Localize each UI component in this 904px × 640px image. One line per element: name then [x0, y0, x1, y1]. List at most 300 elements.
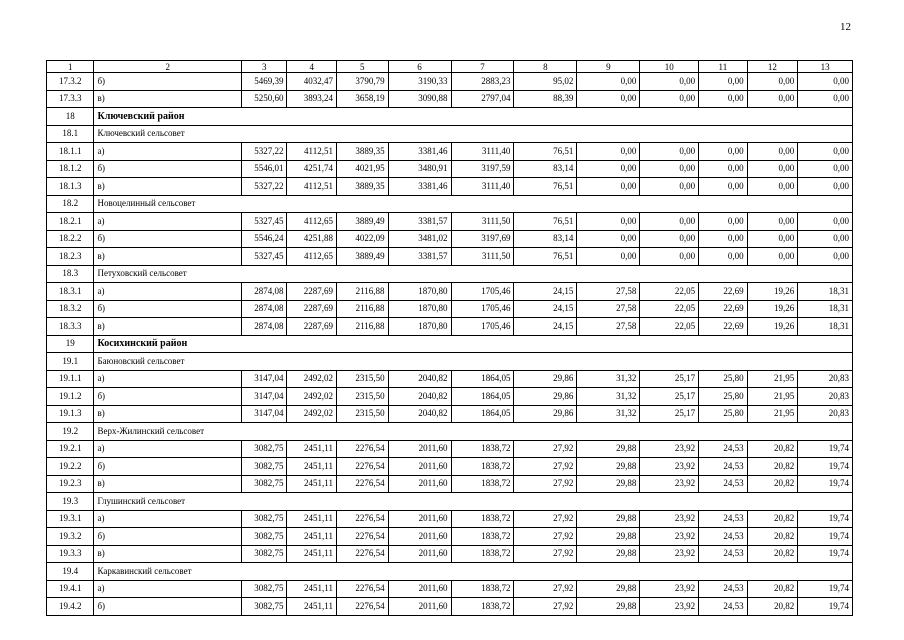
row-id: 19.4: [47, 563, 94, 581]
value-cell: 3111,50: [451, 248, 514, 266]
row-label: а): [94, 213, 242, 231]
table-row: [47, 248, 853, 266]
value-cell: 27,92: [514, 510, 577, 528]
value-cell: 19,74: [798, 475, 853, 493]
value-cell: 2874,08: [242, 318, 287, 336]
value-cell: 4112,65: [287, 248, 337, 266]
value-cell: 0,00: [747, 178, 798, 196]
value-cell: 0,00: [798, 90, 853, 108]
table-row: [47, 510, 853, 528]
value-cell: 2276,54: [336, 458, 388, 476]
table-row: [47, 160, 853, 178]
value-cell: 19,74: [798, 458, 853, 476]
value-cell: 76,51: [514, 178, 577, 196]
row-label: в): [94, 90, 242, 108]
value-cell: 20,82: [747, 598, 798, 616]
value-cell: 2276,54: [336, 545, 388, 563]
value-cell: 22,69: [699, 318, 748, 336]
row-label: б): [94, 388, 242, 406]
value-cell: 3082,75: [242, 545, 287, 563]
row-id: 18.1: [47, 125, 94, 143]
row-id: 19.2.2: [47, 458, 94, 476]
row-id: 19.1.1: [47, 370, 94, 388]
value-cell: 2315,50: [336, 388, 388, 406]
value-cell: 2451,11: [287, 528, 337, 546]
value-cell: 1838,72: [451, 580, 514, 598]
value-cell: 2011,60: [388, 580, 451, 598]
council-row: [47, 563, 853, 581]
value-cell: 76,51: [514, 248, 577, 266]
value-cell: 29,86: [514, 405, 577, 423]
value-cell: 29,88: [577, 440, 640, 458]
column-header: 2: [94, 61, 242, 73]
value-cell: 0,00: [699, 230, 748, 248]
data-table: [46, 60, 853, 616]
value-cell: 24,53: [699, 545, 748, 563]
value-cell: 3889,49: [336, 248, 388, 266]
value-cell: 0,00: [699, 143, 748, 161]
value-cell: 76,51: [514, 213, 577, 231]
value-cell: 23,92: [640, 510, 699, 528]
row-id: 19.2.1: [47, 440, 94, 458]
row-id: 18.1.2: [47, 160, 94, 178]
value-cell: 29,88: [577, 545, 640, 563]
value-cell: 2276,54: [336, 528, 388, 546]
row-id: 19.4.1: [47, 580, 94, 598]
value-cell: 2287,69: [287, 283, 337, 301]
value-cell: 3082,75: [242, 440, 287, 458]
value-cell: 0,00: [640, 143, 699, 161]
council-name: Каркавинский сельсовет: [94, 563, 853, 581]
value-cell: 88,39: [514, 90, 577, 108]
value-cell: 23,92: [640, 475, 699, 493]
column-header: 6: [388, 61, 451, 73]
value-cell: 0,00: [640, 90, 699, 108]
value-cell: 2040,82: [388, 405, 451, 423]
value-cell: 3481,02: [388, 230, 451, 248]
value-cell: 5327,22: [242, 143, 287, 161]
value-cell: 22,05: [640, 318, 699, 336]
value-cell: 27,92: [514, 458, 577, 476]
value-cell: 83,14: [514, 160, 577, 178]
value-cell: 3082,75: [242, 458, 287, 476]
value-cell: 0,00: [640, 248, 699, 266]
value-cell: 3082,75: [242, 475, 287, 493]
value-cell: 24,53: [699, 458, 748, 476]
value-cell: 0,00: [577, 73, 640, 91]
value-cell: 29,86: [514, 370, 577, 388]
value-cell: 22,69: [699, 283, 748, 301]
value-cell: 2451,11: [287, 510, 337, 528]
value-cell: 22,05: [640, 283, 699, 301]
table-row: [47, 283, 853, 301]
value-cell: 27,58: [577, 300, 640, 318]
row-id: 18.3.3: [47, 318, 94, 336]
value-cell: 3082,75: [242, 598, 287, 616]
value-cell: 2315,50: [336, 405, 388, 423]
value-cell: 24,53: [699, 510, 748, 528]
value-cell: 4112,51: [287, 178, 337, 196]
value-cell: 20,83: [798, 370, 853, 388]
value-cell: 27,92: [514, 580, 577, 598]
value-cell: 3197,59: [451, 160, 514, 178]
value-cell: 21,95: [747, 370, 798, 388]
value-cell: 4021,95: [336, 160, 388, 178]
row-id: 19.3.2: [47, 528, 94, 546]
value-cell: 5327,22: [242, 178, 287, 196]
value-cell: 0,00: [699, 90, 748, 108]
table-row: [47, 528, 853, 546]
value-cell: 20,82: [747, 475, 798, 493]
value-cell: 23,92: [640, 598, 699, 616]
value-cell: 3381,46: [388, 178, 451, 196]
row-label: в): [94, 545, 242, 563]
row-id: 18.3.2: [47, 300, 94, 318]
page-number: 12: [840, 21, 851, 33]
value-cell: 23,92: [640, 580, 699, 598]
value-cell: 1838,72: [451, 528, 514, 546]
value-cell: 2116,88: [336, 283, 388, 301]
value-cell: 1864,05: [451, 405, 514, 423]
council-name: Верх-Жилинский сельсовет: [94, 423, 853, 441]
column-header: 10: [640, 61, 699, 73]
value-cell: 2116,88: [336, 318, 388, 336]
value-cell: 31,32: [577, 370, 640, 388]
council-name: Петуховский сельсовет: [94, 265, 853, 283]
value-cell: 27,92: [514, 545, 577, 563]
table-row: [47, 440, 853, 458]
value-cell: 19,26: [747, 283, 798, 301]
value-cell: 0,00: [798, 143, 853, 161]
row-id: 19.1: [47, 353, 94, 371]
value-cell: 29,88: [577, 598, 640, 616]
value-cell: 1870,80: [388, 300, 451, 318]
table-row: [47, 318, 853, 336]
column-header: 12: [747, 61, 798, 73]
row-label: б): [94, 230, 242, 248]
value-cell: 3147,04: [242, 388, 287, 406]
value-cell: 1838,72: [451, 475, 514, 493]
value-cell: 3790,79: [336, 73, 388, 91]
value-cell: 0,00: [640, 230, 699, 248]
value-cell: 29,88: [577, 580, 640, 598]
value-cell: 3381,57: [388, 248, 451, 266]
table-row: [47, 230, 853, 248]
value-cell: 0,00: [747, 230, 798, 248]
value-cell: 3889,35: [336, 143, 388, 161]
value-cell: 31,32: [577, 388, 640, 406]
value-cell: 0,00: [577, 160, 640, 178]
value-cell: 20,82: [747, 458, 798, 476]
value-cell: 18,31: [798, 300, 853, 318]
value-cell: 23,92: [640, 545, 699, 563]
value-cell: 2451,11: [287, 440, 337, 458]
table-row: [47, 580, 853, 598]
value-cell: 27,92: [514, 528, 577, 546]
column-header: 5: [336, 61, 388, 73]
value-cell: 19,74: [798, 545, 853, 563]
row-id: 19.1.2: [47, 388, 94, 406]
council-name: Баюновский сельсовет: [94, 353, 853, 371]
value-cell: 20,82: [747, 510, 798, 528]
value-cell: 24,53: [699, 440, 748, 458]
column-header: 7: [451, 61, 514, 73]
value-cell: 0,00: [798, 213, 853, 231]
value-cell: 2451,11: [287, 475, 337, 493]
value-cell: 20,83: [798, 405, 853, 423]
value-cell: 0,00: [640, 213, 699, 231]
value-cell: 23,92: [640, 458, 699, 476]
value-cell: 1705,46: [451, 283, 514, 301]
value-cell: 20,82: [747, 440, 798, 458]
value-cell: 3082,75: [242, 528, 287, 546]
value-cell: 27,92: [514, 440, 577, 458]
row-id: 18.2.1: [47, 213, 94, 231]
value-cell: 27,58: [577, 283, 640, 301]
value-cell: 0,00: [798, 160, 853, 178]
row-id: 18.2.3: [47, 248, 94, 266]
value-cell: 3658,19: [336, 90, 388, 108]
row-id: 19.1.3: [47, 405, 94, 423]
value-cell: 0,00: [747, 143, 798, 161]
value-cell: 18,31: [798, 318, 853, 336]
table-row: [47, 475, 853, 493]
value-cell: 24,53: [699, 598, 748, 616]
value-cell: 24,15: [514, 300, 577, 318]
table-row: [47, 178, 853, 196]
value-cell: 27,92: [514, 475, 577, 493]
value-cell: 22,69: [699, 300, 748, 318]
value-cell: 0,00: [747, 213, 798, 231]
council-row: [47, 195, 853, 213]
value-cell: 3197,69: [451, 230, 514, 248]
value-cell: 3889,35: [336, 178, 388, 196]
column-header: 11: [699, 61, 748, 73]
row-label: а): [94, 283, 242, 301]
value-cell: 1864,05: [451, 388, 514, 406]
value-cell: 0,00: [577, 230, 640, 248]
column-header: 3: [242, 61, 287, 73]
value-cell: 0,00: [577, 248, 640, 266]
value-cell: 19,74: [798, 528, 853, 546]
value-cell: 25,17: [640, 370, 699, 388]
value-cell: 24,15: [514, 318, 577, 336]
value-cell: 25,17: [640, 388, 699, 406]
district-row: [47, 108, 853, 126]
value-cell: 0,00: [699, 213, 748, 231]
row-id: 18: [47, 108, 94, 126]
council-name: Новоцелинный сельсовет: [94, 195, 853, 213]
value-cell: 2874,08: [242, 283, 287, 301]
row-label: б): [94, 598, 242, 616]
value-cell: 3147,04: [242, 405, 287, 423]
value-cell: 20,82: [747, 580, 798, 598]
row-id: 18.3: [47, 265, 94, 283]
table-row: [47, 213, 853, 231]
row-label: в): [94, 405, 242, 423]
row-id: 18.2: [47, 195, 94, 213]
value-cell: 2451,11: [287, 580, 337, 598]
value-cell: 2011,60: [388, 458, 451, 476]
value-cell: 3480,91: [388, 160, 451, 178]
value-cell: 4112,51: [287, 143, 337, 161]
value-cell: 20,82: [747, 528, 798, 546]
table-row: [47, 300, 853, 318]
column-header: 13: [798, 61, 853, 73]
value-cell: 25,80: [699, 388, 748, 406]
value-cell: 2276,54: [336, 580, 388, 598]
value-cell: 1838,72: [451, 458, 514, 476]
value-cell: 2276,54: [336, 510, 388, 528]
value-cell: 0,00: [798, 230, 853, 248]
value-cell: 2315,50: [336, 370, 388, 388]
value-cell: 3090,88: [388, 90, 451, 108]
row-label: б): [94, 458, 242, 476]
value-cell: 24,53: [699, 475, 748, 493]
value-cell: 2492,02: [287, 405, 337, 423]
value-cell: 31,32: [577, 405, 640, 423]
value-cell: 0,00: [747, 248, 798, 266]
value-cell: 21,95: [747, 388, 798, 406]
value-cell: 23,92: [640, 528, 699, 546]
value-cell: 29,88: [577, 458, 640, 476]
value-cell: 1838,72: [451, 440, 514, 458]
row-id: 18.3.1: [47, 283, 94, 301]
value-cell: 5250,60: [242, 90, 287, 108]
council-row: [47, 353, 853, 371]
value-cell: 18,31: [798, 283, 853, 301]
table-row: [47, 388, 853, 406]
table-row: [47, 458, 853, 476]
row-label: а): [94, 510, 242, 528]
value-cell: 19,26: [747, 318, 798, 336]
value-cell: 5327,45: [242, 213, 287, 231]
value-cell: 20,82: [747, 545, 798, 563]
row-label: в): [94, 475, 242, 493]
value-cell: 1838,72: [451, 598, 514, 616]
value-cell: 19,26: [747, 300, 798, 318]
column-header: 9: [577, 61, 640, 73]
value-cell: 3381,57: [388, 213, 451, 231]
row-id: 19.4.2: [47, 598, 94, 616]
value-cell: 4022,09: [336, 230, 388, 248]
row-label: а): [94, 143, 242, 161]
row-id: 19.3.1: [47, 510, 94, 528]
row-label: а): [94, 440, 242, 458]
value-cell: 1838,72: [451, 510, 514, 528]
value-cell: 25,17: [640, 405, 699, 423]
table-row: [47, 545, 853, 563]
value-cell: 1705,46: [451, 318, 514, 336]
value-cell: 22,05: [640, 300, 699, 318]
value-cell: 27,58: [577, 318, 640, 336]
value-cell: 2011,60: [388, 475, 451, 493]
value-cell: 27,92: [514, 598, 577, 616]
row-id: 19.2: [47, 423, 94, 441]
value-cell: 20,83: [798, 388, 853, 406]
value-cell: 2451,11: [287, 598, 337, 616]
value-cell: 23,92: [640, 440, 699, 458]
value-cell: 0,00: [798, 178, 853, 196]
value-cell: 2276,54: [336, 475, 388, 493]
row-label: в): [94, 248, 242, 266]
value-cell: 1705,46: [451, 300, 514, 318]
value-cell: 2116,88: [336, 300, 388, 318]
row-label: в): [94, 318, 242, 336]
value-cell: 2874,08: [242, 300, 287, 318]
value-cell: 0,00: [577, 143, 640, 161]
value-cell: 2797,04: [451, 90, 514, 108]
value-cell: 76,51: [514, 143, 577, 161]
row-label: б): [94, 73, 242, 91]
district-name: Ключевский район: [94, 108, 853, 126]
value-cell: 2287,69: [287, 318, 337, 336]
value-cell: 19,74: [798, 510, 853, 528]
value-cell: 21,95: [747, 405, 798, 423]
council-row: [47, 423, 853, 441]
district-name: Косихинский район: [94, 335, 853, 353]
row-label: б): [94, 300, 242, 318]
value-cell: 5546,24: [242, 230, 287, 248]
row-id: 19.3: [47, 493, 94, 511]
council-row: [47, 493, 853, 511]
value-cell: 0,00: [577, 178, 640, 196]
value-cell: 4251,88: [287, 230, 337, 248]
value-cell: 2011,60: [388, 440, 451, 458]
value-cell: 3082,75: [242, 580, 287, 598]
value-cell: 19,74: [798, 598, 853, 616]
value-cell: 0,00: [747, 160, 798, 178]
value-cell: 2276,54: [336, 440, 388, 458]
value-cell: 3381,46: [388, 143, 451, 161]
value-cell: 29,86: [514, 388, 577, 406]
value-cell: 0,00: [747, 73, 798, 91]
value-cell: 5546,01: [242, 160, 287, 178]
value-cell: 3147,04: [242, 370, 287, 388]
column-header-row: [47, 61, 853, 73]
value-cell: 2276,54: [336, 598, 388, 616]
column-header: 8: [514, 61, 577, 73]
value-cell: 3111,50: [451, 213, 514, 231]
column-header: 1: [47, 61, 94, 73]
value-cell: 29,88: [577, 475, 640, 493]
value-cell: 5327,45: [242, 248, 287, 266]
value-cell: 2883,23: [451, 73, 514, 91]
row-id: 18.1.1: [47, 143, 94, 161]
value-cell: 0,00: [699, 73, 748, 91]
council-row: [47, 265, 853, 283]
value-cell: 2011,60: [388, 528, 451, 546]
value-cell: 2492,02: [287, 370, 337, 388]
value-cell: 29,88: [577, 528, 640, 546]
value-cell: 2040,82: [388, 388, 451, 406]
row-id: 19.2.3: [47, 475, 94, 493]
table-row: [47, 370, 853, 388]
value-cell: 0,00: [640, 160, 699, 178]
row-id: 17.3.3: [47, 90, 94, 108]
row-id: 18.2.2: [47, 230, 94, 248]
value-cell: 0,00: [577, 213, 640, 231]
value-cell: 3889,49: [336, 213, 388, 231]
value-cell: 4251,74: [287, 160, 337, 178]
table-row: [47, 90, 853, 108]
value-cell: 25,80: [699, 370, 748, 388]
value-cell: 0,00: [699, 248, 748, 266]
row-label: б): [94, 160, 242, 178]
table-body: [47, 73, 853, 616]
district-row: [47, 335, 853, 353]
value-cell: 19,74: [798, 580, 853, 598]
